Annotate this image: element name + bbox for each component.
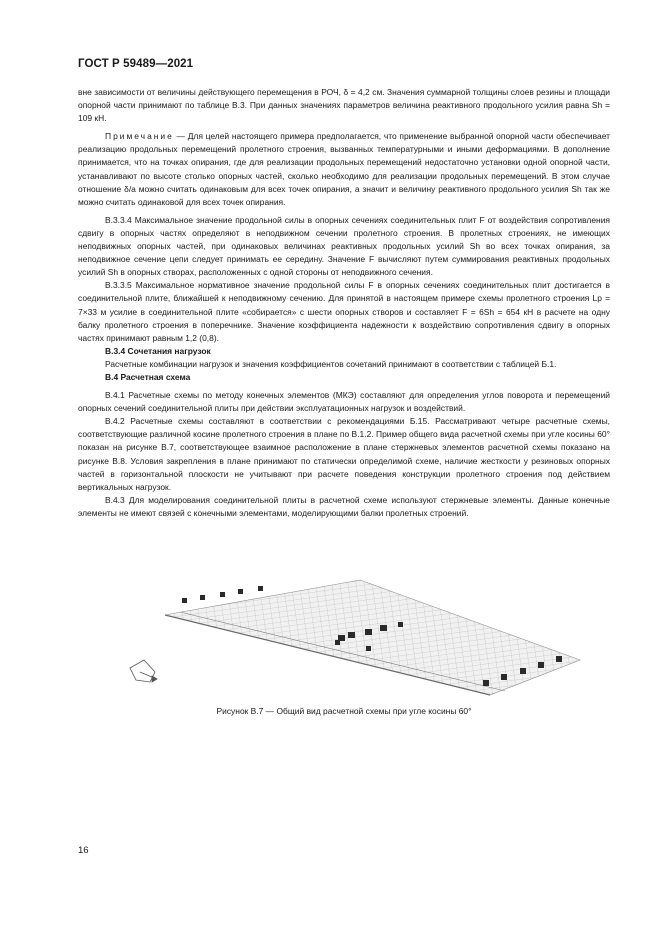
paragraph-b41: В.4.1 Расчетные схемы по методу конечных элементов (МКЭ) составляют для определения углов поворота и перемещений опорных сечений соединительной плиты при действии эксплуатационных нагрузок и воздействий. (78, 390, 610, 414)
paragraph-b42: В.4.2 Расчетные схемы составляют в соответствии с рекомендациями Б.15. Рассматривают четыре расчетные схемы, соответствующие различной косине пролетного строения в плане по В.1.2. Пример общего вида расчетной схемы при угле косины 60° показан на рисунке В.7, соответствующее взаимное расположение в плане стержневых элементов расчетной схемы показано на рисунке В.8. Условия закрепления в плане принимают по статически определимой схеме, наличие жесткости у резиновых опорных частей в горизонтальной плоскости не учитывают при расчете поведения конструкции пролетного строения под действием вертикальных нагрузок. (78, 416, 610, 492)
page-number: 16 (78, 845, 89, 856)
heading-b34: В.3.4 Сочетания нагрузок (105, 345, 211, 356)
document-header: ГОСТ Р 59489—2021 (78, 58, 194, 70)
paragraph-b335: В.3.3.5 Максимальное нормативное значение продольной силы F в опорных сечениях соединительных плит достигается в соединительной плите, ближайшей к неподвижному сечению. Для принятой в настоящем примере схемы пролетного строения Lp = 7×33 м усилие в соединительной плите «собирается» с шести опорных створов и составляет F = 6Sh = 654 кН в расчете на одну балку пролетного строения в поперечнике. Значение коэффициента надежности к воздействию сопротивления сдвигу в опорных частях принимают равным 1,2 (0,8). (78, 280, 610, 343)
paragraph-continuation: вне зависимости от величины действующего перемещения в РОЧ, δ = 4,2 см. Значения суммарной толщины слоев резины и площади опорной части принимают по таблице В.3. При данных значениях параметров величина реактивного продольного усилия равна Sh = 109 кН. (78, 87, 610, 124)
fem-model-drawing (110, 560, 610, 700)
note-label: Примечание (105, 131, 174, 142)
note-text: — Для целей настоящего примера предполагается, что применение выбранной опорной части обеспечивает реализацию продольных перемещений пролетного строения, вызванных температурными и иными деформациями. В дополнение принимается, что на точках опирания, где для реализации продольных перемещений недостаточно установки одной опорной части, устанавливают по высоте столько опорных частей, сколько необходимо для реализации продольных перемещений. В этом случае отношение δ/a можно считать одинаковым для всех точек опирания, а значит и величину реактивного продольного усилия Sh так же можно считать одинаковой для всех точек опирания. (78, 131, 610, 207)
document-body (78, 86, 610, 520)
heading-b4: В.4 Расчетная схема (105, 371, 191, 382)
paragraph-b334: В.3.3.4 Максимальное значение продольной силы в опорных сечениях соединительных плит F от воздействия сопротивления сдвигу в опорных частях определяют в неподвижном сечении пролетного строения. В пролетных строениях, не имеющих неподвижных опорных частей, при одинаковых величинах реактивных продольных усилий Sh во всех точках опирания, за неподвижное сечение цепи следует принимать ее середину. Значение F вычисляют путем суммирования реактивных продольных усилий Sh в опорных створах, расположенных с одной стороны от неподвижного сечения. (78, 214, 610, 278)
axis-triad-icon (130, 660, 157, 682)
figure-b7-model (110, 560, 610, 700)
figure-caption: Рисунок В.7 — Общий вид расчетной схемы при угле косины 60° (216, 706, 472, 716)
paragraph-b43: В.4.3 Для моделирования соединительной плиты в расчетной схеме используют стержневые элементы. Данные конечные элементы не имеют связей с конечными элементами, моделирующими балки пролетных строений. (78, 494, 610, 518)
note-paragraph (78, 130, 610, 209)
paragraph-b34: Расчетные комбинации нагрузок и значения коэффициентов сочетаний принимают в соответствии с таблицей Б.1. (105, 358, 557, 369)
